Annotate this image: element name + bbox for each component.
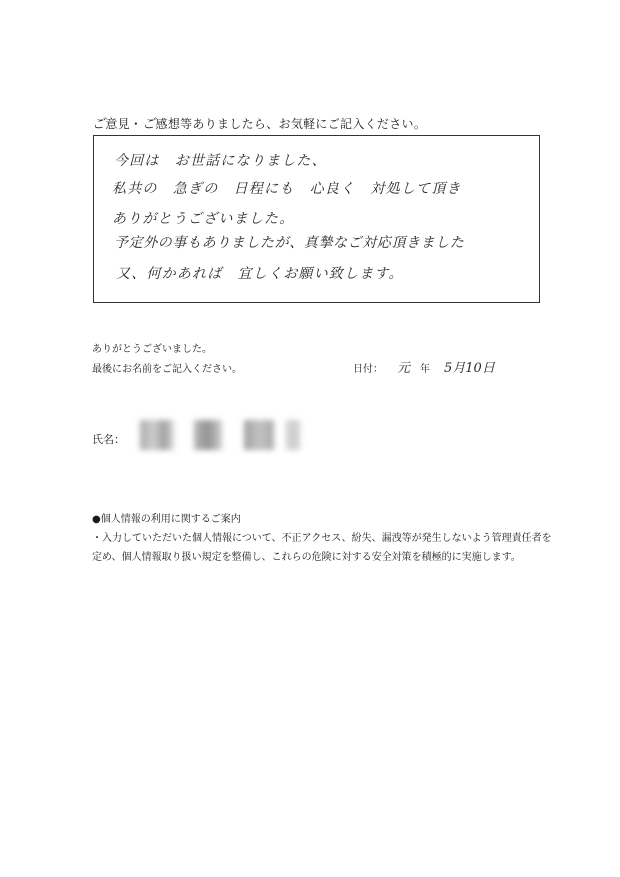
thanks-message: [92, 340, 242, 380]
handwritten-go-mark: ご: [92, 117, 106, 132]
redacted-glyph: [286, 420, 300, 450]
feedback-prompt: [92, 113, 426, 132]
redacted-glyph: [140, 420, 174, 450]
redacted-glyph: [194, 420, 222, 450]
prompt-text-opinion: 意見・: [105, 117, 143, 131]
date-field: [353, 357, 495, 376]
prompt-text-impression: 感想等ありましたら、お気軽にご記入ください。: [155, 117, 427, 131]
date-month-day: 5月10日: [444, 361, 495, 376]
handwritten-feedback-line: ありがとうございました。: [112, 211, 295, 227]
year-unit: 年: [420, 364, 431, 375]
privacy-notice: [92, 510, 552, 567]
handwritten-go-mark: ご: [142, 117, 156, 132]
thanks-line: ありがとうございました。: [92, 344, 212, 355]
handwritten-feedback-line: 又、何かあれば 宜しくお願い致します。: [116, 266, 404, 282]
handwritten-feedback-line: 今回は お世話になりました、: [114, 153, 327, 169]
redacted-glyph: [244, 420, 274, 450]
redacted-name-signature: [140, 420, 300, 450]
date-label: 日付：: [353, 364, 383, 375]
privacy-heading: ●個人情報の利用に関するご案内: [92, 514, 241, 525]
name-label: 氏名：: [92, 433, 125, 446]
feedback-box: [93, 135, 540, 303]
privacy-body: ・入力していただいた個人情報について、不正アクセス、紛失、漏洩等が発生しないよう管理責任者を定め、個人情報取り扱い規定を整備し、これらの危険に対する安全対策を積極的に実施します。: [92, 533, 552, 563]
handwritten-feedback-line: 私共の 急ぎの 日程にも 心良く 対処して頂き: [112, 181, 462, 197]
handwritten-feedback-line: 予定外の事もありましたが、真摯なご対応頂きました: [114, 235, 465, 251]
name-request-line: 最後にお名前をご記入ください。: [92, 364, 242, 375]
date-era: 元: [397, 361, 411, 376]
